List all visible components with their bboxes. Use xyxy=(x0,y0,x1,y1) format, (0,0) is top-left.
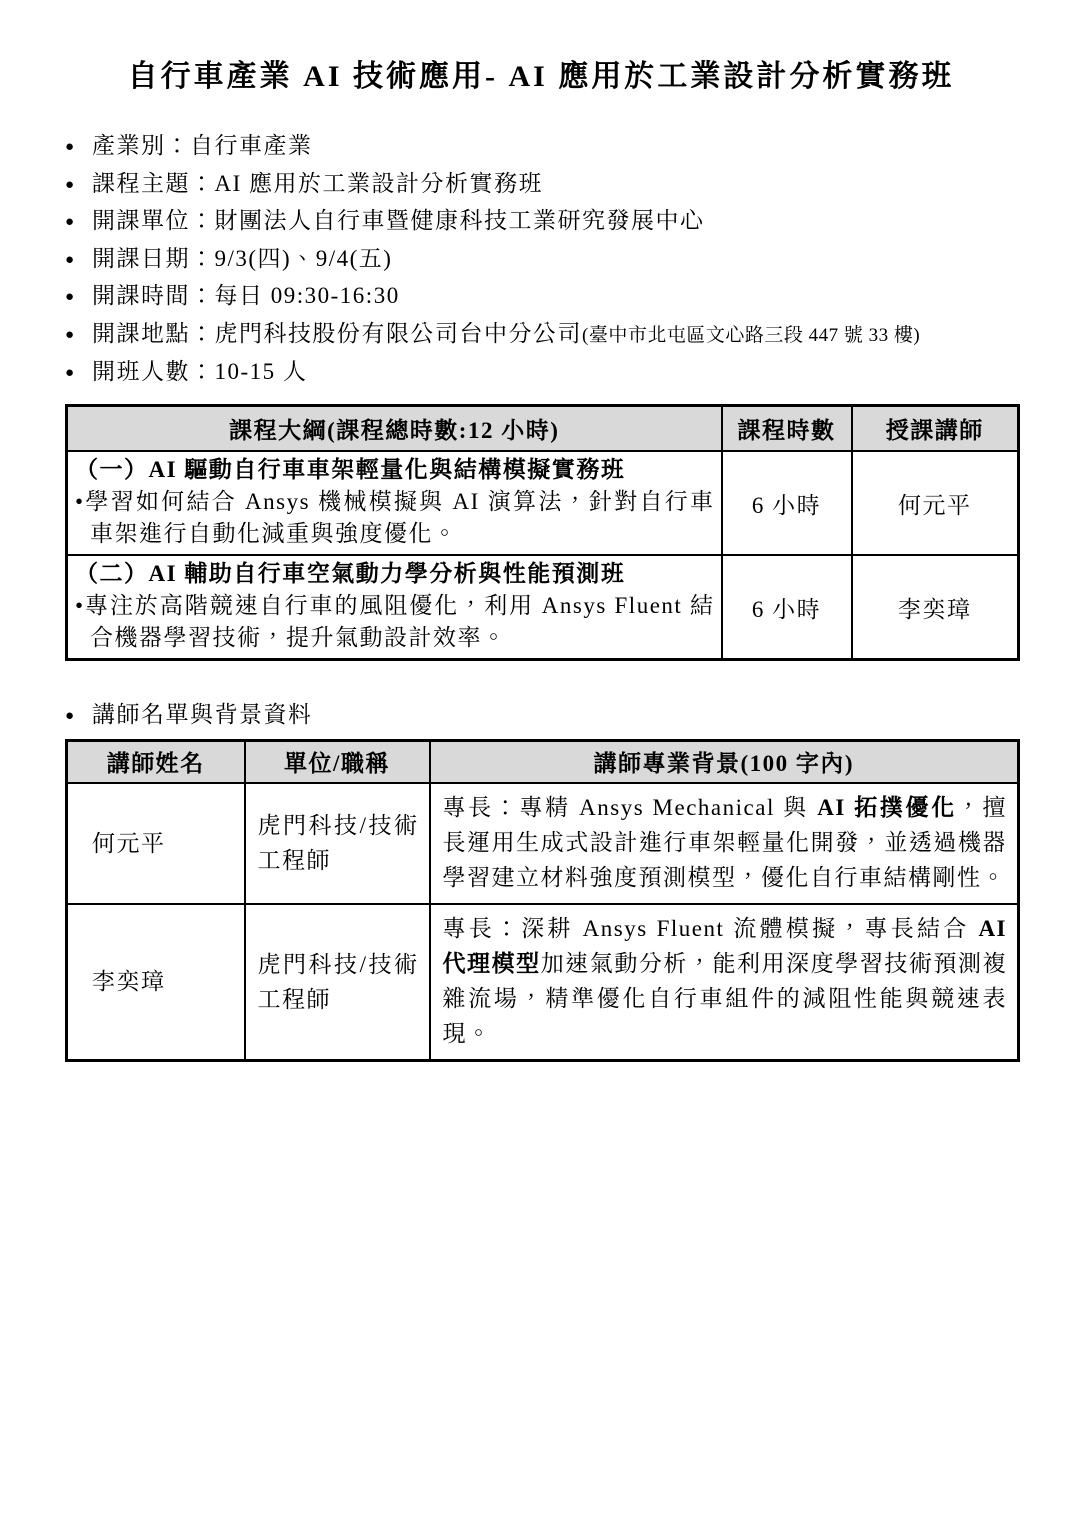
instructor-1-name: 何元平 xyxy=(67,783,245,904)
table-row-instructor-2 xyxy=(67,904,1019,1061)
info-text: 開班人數：10-15 人 xyxy=(92,359,308,384)
instructor-table xyxy=(65,739,1020,1062)
list-item-class-size xyxy=(65,354,1017,392)
background-text-bold: AI 拓撲優化 xyxy=(817,794,957,820)
info-text: 開課日期：9/3(四)、9/4(五) xyxy=(92,245,393,271)
page-title: 自行車產業 AI 技術應用- AI 應用於工業設計分析實務班 xyxy=(127,60,955,93)
table-row-instructor-1 xyxy=(67,783,1019,904)
course-1-desc-text: 學習如何結合 Ansys 機械模擬與 AI 演算法，針對自行車車架進行自動化減重與強度優化。 xyxy=(84,489,715,546)
course-1-title: （一）AI 驅動自行車車架輕量化與結構模擬實務班 xyxy=(75,457,626,482)
bullet-icon: ● xyxy=(65,708,75,724)
info-text: 開課地點：虎門科技股份有限公司台中分公司 xyxy=(92,320,582,346)
list-item-topic xyxy=(65,166,1017,204)
list-item-location xyxy=(65,316,1017,355)
bullet-icon: ● xyxy=(65,365,75,381)
instructor-2-name: 李奕璋 xyxy=(67,904,245,1061)
header-instructor-background: 講師專業背景(100 字內) xyxy=(430,741,1019,783)
list-item-organizer xyxy=(65,203,1017,241)
course-1-instructor: 何元平 xyxy=(852,451,1019,555)
list-item-time xyxy=(65,278,1017,316)
header-course-hours: 課程時數 xyxy=(722,405,852,451)
course-1-outline-cell xyxy=(67,451,722,555)
course-2-outline-cell xyxy=(67,555,722,660)
instructor-section-heading xyxy=(65,699,1017,732)
dot-bullet-icon: • xyxy=(75,593,85,618)
course-2-hours: 6 小時 xyxy=(722,555,852,660)
info-text: 課程主題：AI 應用於工業設計分析實務班 xyxy=(92,170,544,196)
course-info-list xyxy=(65,128,1017,392)
dot-bullet-icon: • xyxy=(75,489,85,514)
course-2-desc-text: 專注於高階競速自行車的風阻優化，利用 Ansys Fluent 結合機器學習技術，提升氣動設計效率。 xyxy=(84,593,715,650)
bullet-icon: ● xyxy=(65,289,75,305)
bullet-icon: ● xyxy=(65,326,75,343)
background-text: 專長：專精 Ansys Mechanical 與 xyxy=(442,794,818,820)
bullet-icon: ● xyxy=(65,251,75,268)
course-outline-table xyxy=(65,404,1020,662)
list-item-dates xyxy=(65,241,1017,279)
bullet-icon: ● xyxy=(65,214,75,230)
info-text: 開課時間：每日 09:30-16:30 xyxy=(92,283,400,308)
table-row-course-2 xyxy=(67,555,1019,660)
course-table-header-row xyxy=(67,405,1019,451)
instructor-1-unit: 虎門科技/技術工程師 xyxy=(245,783,430,904)
instructor-2-background xyxy=(430,904,1019,1061)
list-item-industry xyxy=(65,128,1017,166)
header-course-outline: 課程大綱(課程總時數:12 小時) xyxy=(67,405,722,451)
bullet-icon: ● xyxy=(65,176,75,193)
instructor-table-header-row xyxy=(67,741,1019,783)
info-text: 開課單位：財團法人自行車暨健康科技工業研究發展中心 xyxy=(92,208,705,233)
background-text: ，擅長運用生成式設計進行車架輕量化開發，並透過機器學習建立材料強度預測模型，優化自行車結構剛性。 xyxy=(442,794,1007,890)
course-1-desc xyxy=(75,486,715,550)
header-course-instructor: 授課講師 xyxy=(852,405,1019,451)
bullet-icon: ● xyxy=(65,139,75,155)
info-text: 產業別：自行車產業 xyxy=(92,133,313,158)
header-instructor-name: 講師姓名 xyxy=(67,741,245,783)
background-text: 加速氣動分析，能利用深度學習技術預測複雜流場，精準優化自行車組件的減阻性能與競速表現。 xyxy=(442,950,1008,1046)
course-1-hours: 6 小時 xyxy=(722,451,852,555)
course-2-desc xyxy=(75,590,715,654)
header-instructor-unit: 單位/職稱 xyxy=(245,741,430,783)
location-address-note: (臺中市北屯區文心路三段 447 號 33 樓) xyxy=(582,324,921,346)
course-2-instructor: 李奕璋 xyxy=(852,555,1019,660)
section-title: 講師名單與背景資料 xyxy=(92,702,313,727)
document-content xyxy=(0,52,1079,1062)
instructor-2-unit: 虎門科技/技術工程師 xyxy=(245,904,430,1061)
course-2-title: （二）AI 輔助自行車空氣動力學分析與性能預測班 xyxy=(75,561,626,586)
table-row-course-1 xyxy=(67,451,1019,555)
background-text-bold: AI 代理模型 xyxy=(442,915,1007,976)
background-text: 專長：深耕 Ansys Fluent 流體模擬，專長結合 xyxy=(442,915,979,941)
instructor-1-background xyxy=(430,783,1019,904)
